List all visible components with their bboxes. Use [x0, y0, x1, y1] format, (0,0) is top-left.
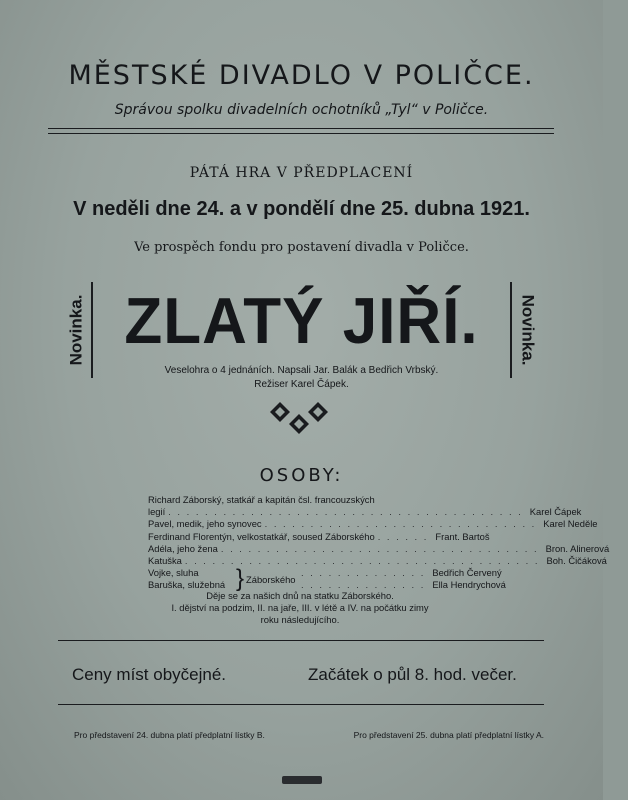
- ticket-info-b: Pro představení 24. dubna platí předplatní lístky B.: [74, 730, 265, 740]
- leader-dots: . . . . . . . . . . . . . . . . . . . . . . . . . . . . . . . . . . .: [220, 542, 539, 554]
- cast-role: Vojke, sluha: [148, 567, 199, 579]
- scene-line: I. dějství na podzim, II. na jaře, III. v létě a IV. na počátku zimy: [171, 602, 429, 613]
- leader-dots: . . . . . . . . . . . . . . . . . . . . . . . . . . . . . .: [264, 518, 537, 530]
- cast-actor: Bron. Alinerová: [545, 542, 610, 554]
- leader-dots: . . . . . . . . . . . . . .: [301, 579, 426, 591]
- cast-role-cont: legií: [148, 506, 166, 518]
- footer-divider-top: [58, 640, 544, 641]
- cast-row: [148, 567, 502, 579]
- cast-row: [148, 518, 598, 530]
- cast-role: Adéla, jeho žena: [148, 542, 218, 554]
- director-line: Režiser Karel Čápek.: [254, 379, 349, 390]
- cast-row: [148, 494, 458, 506]
- leader-dots: . . . . . . . . . . . . . . . . . . . . . . . . . . . . . . . . . . . . . . .: [184, 555, 540, 567]
- genre-authors: Veselohra o 4 jednáních. Napsali Jar. Balák a Bedřich Vrbský.: [164, 365, 439, 376]
- cast-actor: Karel Neděle: [543, 518, 598, 530]
- theatre-title: MĚSTSKÉ DIVADLO V POLIČCE.: [68, 60, 535, 91]
- scene-description: [120, 590, 480, 626]
- scene-line: roku následujícího.: [260, 614, 340, 625]
- cast-actor: Frant. Bartoš: [435, 530, 490, 542]
- leader-dots: . . . . . . . . . . . . . .: [301, 567, 426, 579]
- cast-actor: Boh. Čičáková: [546, 555, 607, 567]
- series-line: PÁTÁ HRA V PŘEDPLACENÍ: [189, 165, 414, 181]
- servants-group: [148, 565, 506, 593]
- cast-actor: Karel Čápek: [529, 506, 582, 518]
- leader-dots: . . . . . . . . . . . . . . . . . . . . . . . . . . . . . . . . . . . . . . .: [168, 506, 523, 518]
- cast-row: [148, 506, 582, 518]
- cast-role: Ferdinand Florentýn, velkostatkář, soused Záborského: [148, 530, 375, 542]
- footer-divider-bottom: [58, 704, 544, 705]
- benefit-line: Ve prospěch fondu pro postavení divadla v Poličce.: [134, 240, 469, 255]
- start-time: Začátek o půl 8. hod. večer.: [308, 665, 517, 684]
- cast-row: [148, 530, 490, 543]
- header-divider: [48, 128, 554, 134]
- cast-role: Baruška, služebná: [148, 579, 226, 591]
- cast-role: Richard Záborský, statkář a kapitán čsl. francouzských: [148, 494, 375, 505]
- theatre-subtitle: Správou spolku divadelních ochotníků „Tyl“ v Poličce.: [114, 102, 489, 118]
- performance-dates: V neděli dne 24. a v pondělí dne 25. dubna 1921.: [73, 198, 530, 220]
- brace-icon: }: [236, 565, 245, 593]
- cast-list: [148, 494, 610, 593]
- ticket-info: [74, 730, 544, 740]
- cast-heading: OSOBY:: [259, 465, 344, 486]
- scene-line: Děje se za našich dnů na statku Záborského.: [206, 590, 394, 601]
- diamond-ornament-icon: [268, 398, 338, 438]
- right-bar: [510, 282, 512, 378]
- servants-group-label: Záborského: [246, 574, 296, 586]
- cast-actor: Bedřich Červený: [432, 567, 502, 579]
- prices-line: Ceny míst obyčejné.: [72, 665, 227, 684]
- novelty-label-left: Novinka.: [66, 294, 86, 366]
- leader-dots: . . . . . .: [377, 530, 429, 542]
- cast-role: Katuška: [148, 555, 182, 567]
- cast-row: [148, 555, 607, 567]
- cast-role: Pavel, medik, jeho synovec: [148, 518, 262, 530]
- play-title: ZLATÝ JIŘÍ.: [124, 285, 479, 358]
- cast-actor: Ella Hendrychová: [432, 579, 506, 591]
- ticket-info-a: Pro představení 25. dubna platí předplatní lístky A.: [353, 730, 544, 740]
- cast-row: [148, 542, 610, 555]
- printer-mark: [282, 776, 322, 784]
- novelty-label-right: Novinka.: [518, 294, 538, 366]
